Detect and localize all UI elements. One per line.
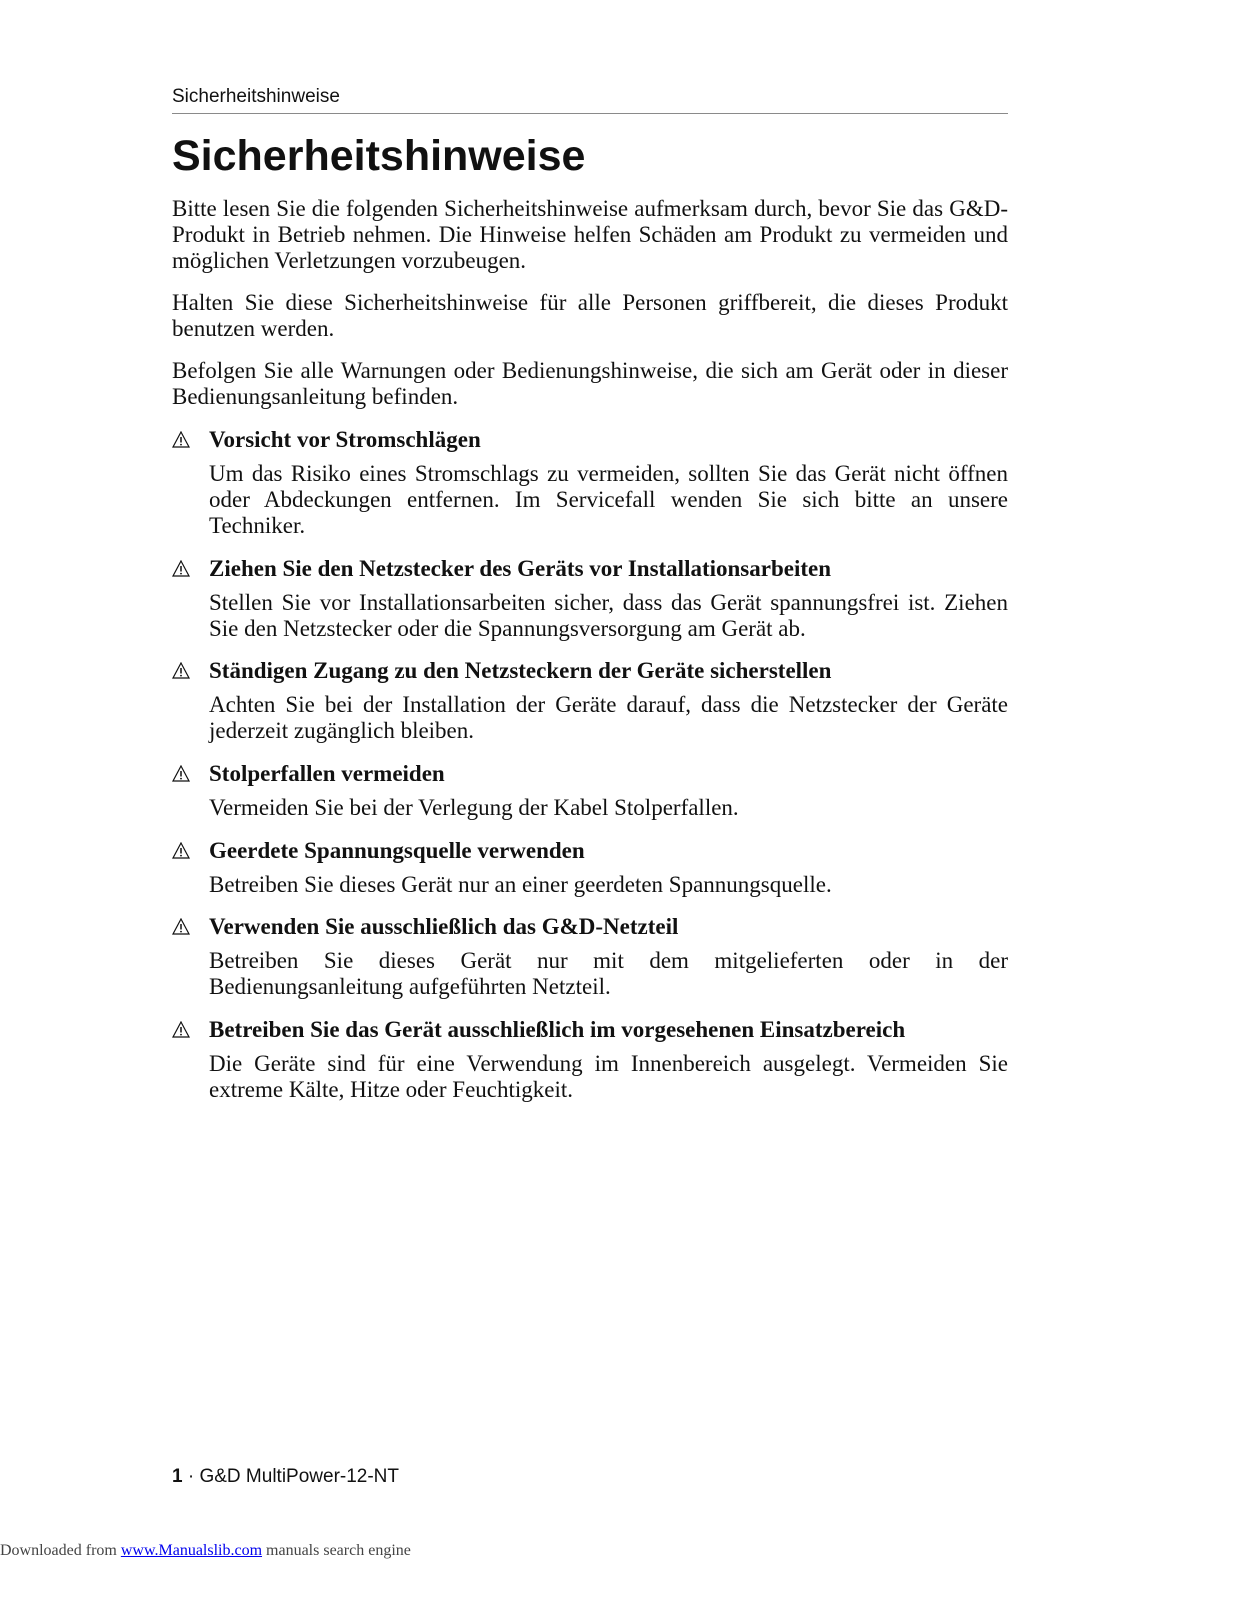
warning-triangle-icon bbox=[172, 431, 190, 448]
warning-item bbox=[172, 761, 1008, 821]
warning-item bbox=[172, 838, 1008, 898]
warning-text: Die Geräte sind für eine Verwendung im Innenbereich ausgelegt. Vermeiden Sie extreme Kälte, Hitze oder Feuchtigkeit. bbox=[209, 1051, 1008, 1102]
warning-text: Um das Risiko eines Stromschlags zu vermeiden, sollten Sie das Gerät nicht öffnen oder Abdeckungen entfernen. Im Servicefall wenden Sie sich bitte an unsere Techniker. bbox=[209, 461, 1008, 538]
warning-text: Betreiben Sie dieses Gerät nur mit dem mitgelieferten oder in der Bedienungsanleitung aufgeführten Netzteil. bbox=[209, 948, 1008, 999]
warning-heading: Ziehen Sie den Netzstecker des Geräts vor Installationsarbeiten bbox=[209, 556, 832, 581]
warning-item bbox=[172, 427, 1008, 539]
warning-triangle-icon bbox=[172, 842, 190, 859]
warning-triangle-icon bbox=[172, 765, 190, 782]
page-title: Sicherheitshinweise bbox=[172, 132, 586, 180]
source-attribution bbox=[0, 1541, 411, 1561]
page-footer bbox=[172, 1466, 399, 1488]
footer-product: G&D MultiPower-12-NT bbox=[199, 1466, 400, 1487]
warning-text: Stellen Sie vor Installationsarbeiten sicher, dass das Gerät spannungsfrei ist. Ziehen Sie den Netzstecker oder die Spannungsversorgung am Gerät ab. bbox=[209, 590, 1008, 641]
warning-heading: Stolperfallen vermeiden bbox=[209, 761, 445, 786]
warning-triangle-icon bbox=[172, 1021, 190, 1038]
warning-triangle-icon bbox=[172, 918, 190, 935]
page-number: 1 bbox=[172, 1466, 183, 1487]
warning-heading: Verwenden Sie ausschließlich das G&D-Netzteil bbox=[209, 914, 679, 939]
warning-item bbox=[172, 658, 1008, 744]
source-link[interactable]: www.Manualslib.com bbox=[120, 1542, 263, 1559]
footer-separator: · bbox=[182, 1466, 200, 1487]
source-prefix: Downloaded from bbox=[0, 1542, 121, 1559]
warning-text: Vermeiden Sie bei der Verlegung der Kabel Stolperfallen. bbox=[209, 795, 739, 820]
source-suffix: manuals search engine bbox=[262, 1542, 411, 1559]
intro-paragraph-3: Befolgen Sie alle Warnungen oder Bedienungshinweise, die sich am Gerät oder in dieser Bedienungsanleitung befinden. bbox=[172, 358, 1008, 409]
warning-triangle-icon bbox=[172, 560, 190, 577]
warning-heading: Ständigen Zugang zu den Netzsteckern der Geräte sicherstellen bbox=[209, 658, 832, 683]
warning-item bbox=[172, 556, 1008, 642]
intro-paragraph-2: Halten Sie diese Sicherheitshinweise für alle Personen griffbereit, die dieses Produkt benutzen werden. bbox=[172, 290, 1008, 341]
warning-item bbox=[172, 914, 1008, 1000]
warning-triangle-icon bbox=[172, 662, 190, 679]
warning-item bbox=[172, 1017, 1008, 1103]
running-header: Sicherheitshinweise bbox=[172, 85, 1008, 114]
intro-paragraph-1: Bitte lesen Sie die folgenden Sicherheitshinweise aufmerksam durch, bevor Sie das G&D-Produkt in Betrieb nehmen. Die Hinweise helfen Schäden am Produkt zu vermeiden und möglichen Verletzungen vorzubeugen. bbox=[172, 196, 1008, 273]
warning-text: Betreiben Sie dieses Gerät nur an einer geerdeten Spannungsquelle. bbox=[209, 872, 832, 897]
warning-heading: Betreiben Sie das Gerät ausschließlich im vorgesehenen Einsatzbereich bbox=[209, 1017, 906, 1042]
warning-text: Achten Sie bei der Installation der Geräte darauf, dass die Netzstecker der Geräte jederzeit zugänglich bleiben. bbox=[209, 692, 1008, 743]
warning-heading: Vorsicht vor Stromschlägen bbox=[209, 427, 481, 452]
warning-heading: Geerdete Spannungsquelle verwenden bbox=[209, 838, 585, 863]
